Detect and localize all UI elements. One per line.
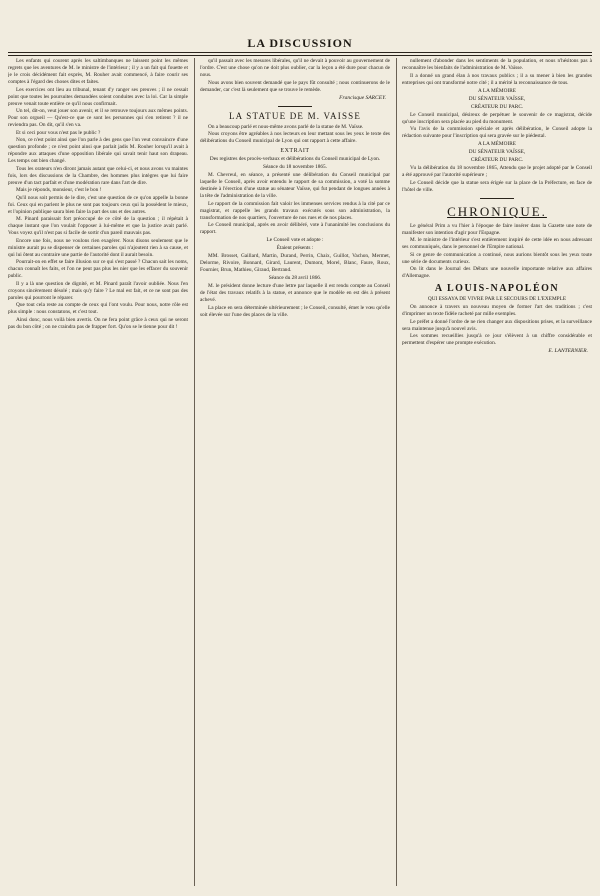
inscription-line: CRÉATEUR DU PARC.	[470, 103, 524, 110]
article-paragraph: Pourrait-on en effet se faire illusion sur ce qui s'est passé ? Chacun sait les noms, chacun connaît les faits, et l'on ne peut pas plus les nier que les effacer du souvenir public.	[8, 259, 188, 279]
article-paragraph: Vu la délibération du 18 novembre 1865, Attendu que le projet adopté par le Conseil a été approuvé par l'autorité supérieure ;	[402, 165, 592, 178]
present-heading: Étaient présents :	[276, 245, 314, 251]
column-divider	[194, 58, 195, 886]
chronique-paragraph: Les sommes recueillies jusqu'à ce jour s'élèvent à un chiffre considérable et permettent d'espérer une prompte exécution.	[402, 333, 592, 346]
chronique-paragraph: Le préfet a donné l'ordre de ne rien changer aux dispositions prises, et la surveillance sera maintenue jusqu'à nouvel avis.	[402, 318, 592, 332]
article-paragraph: Vu l'avis de la commission spéciale et après délibération, le Conseil adopte la rédaction suivante pour l'inscription qui sera gravée sur le piédestal.	[402, 126, 592, 139]
inscription-line: A LA MÉMOIRE	[478, 87, 516, 94]
masthead-rule	[8, 52, 592, 56]
article-paragraph: Le Conseil municipal, désireux de perpétuer le souvenir de ce magistrat, décide qu'une inscription sera placée au pied du monument.	[402, 111, 592, 125]
article-paragraph: Il a donné un grand élan à nos travaux publics ; il a su mener à bien les grandes entreprises qui ont transformé notre cité ; il a mérité la reconnaissance de tous.	[402, 72, 592, 86]
author-signature: E. LANTERNIER.	[548, 348, 588, 354]
article-paragraph: qu'il passait avec les mesures libérales, qu'il ne devait à pouvoir au gouvernement de l'ordre. C'est une chose qu'on ne doit plus oublier, car la leçon a été dure pour chacun de nous.	[200, 58, 390, 78]
article-paragraph: Et si ceci pour vous n'est pas le public ?	[16, 129, 101, 136]
article-paragraph: M. Chevreul, en séance, a présenté une délibération du Conseil municipal par laquelle le Conseil, après avoir entendu le rapport de sa commission, a voté la somme destinée à l'érection d'une statue au sénateur Vaïsse, qui fut pendant de longues années à la tête de l'administration de la ville.	[200, 172, 390, 199]
inscription-line: CRÉATEUR DU PARC.	[470, 157, 524, 163]
notice-heading: A LOUIS-NAPOLÉON	[434, 283, 560, 294]
article-paragraph: Qu'il nous soit permis de le dire, c'est une question de ce qu'on appelle la bonne foi. Ceux qui en parlent le plus ne sont pas toujours ceux qui la possèdent le mieux, et l'opinion publique saura bien faire la part des uns et des autres.	[8, 194, 188, 215]
article-paragraph: La place en sera déterminée ultérieurement ; le Conseil, consulté, émet le vœu qu'elle soit élevée sur l'une des places de la ville.	[200, 304, 390, 318]
article-paragraph: Les exercices ont lieu au tribunal, tenant d'y ranger ses preuves ; il ne cessait point que toutes les poursuites demandées soient conduites avec la loi. Car la simple preuve venait toute entière ce qu'il nous confirmait.	[8, 86, 188, 107]
article-paragraph: Ainsi donc, nous voilà bien avertis. On ne fera point grâce à ceux qui ne seront pas du bon côté ; on ne craindra pas de frapper fort. Qu'on se le tienne pour dit !	[8, 316, 188, 330]
article-paragraph: Les enfants qui courent après les saltimbanques ne laissent point les mêmes regrets que les aventures de M. le ministre de l'intérieur ; il y a un fait qui fouette et je le crois décidément fait exprès, M. Rouher avait commencé, à faire courir ses comptes à l'égard des choses dites et faites.	[8, 58, 188, 85]
article-paragraph: Nous croyons être agréables à nos lecteurs en leur mettant sous les yeux le texte des délibérations du Conseil municipal de Lyon qui ont rapport à cette affaire.	[200, 131, 390, 144]
article-paragraph: Le Conseil municipal, après en avoir délibéré, vote à l'unanimité les conclusions du rapport.	[200, 222, 390, 235]
article-title: LA STATUE DE M. VAISSE	[228, 110, 362, 121]
section-heading: EXTRAIT	[280, 148, 310, 154]
session-date: Séance du 28 avril 1866.	[268, 275, 322, 281]
chronique-paragraph: Le général Prim a vu l'hier à l'époque de faire insérer dans la Gazette une note de manifester son intention d'agir pour l'Espagne.	[402, 222, 592, 236]
column-middle	[200, 58, 390, 886]
column-left	[8, 58, 188, 886]
article-paragraph: nullement d'abonder dans les sentiments de la population, et nous n'hésitons pas à reconnaître les bienfaits de l'administration de M. Vaïsse.	[402, 58, 592, 71]
session-date: Séance du 18 novembre 1865.	[263, 164, 327, 170]
article-paragraph: Le Conseil décide que la statue sera érigée sur la place de la Préfecture, en face de l'hôtel de ville.	[402, 179, 592, 193]
article-paragraph: Mais je réponds, monsieur, c'est le bon !	[16, 187, 102, 193]
column-divider	[396, 58, 397, 886]
chronique-heading: CHRONIQUE.	[447, 203, 547, 219]
separator	[480, 198, 514, 199]
article-paragraph: Le rapport de la commission fait valoir les immenses services rendus à la cité par ce magistrat, et rappelle les grands travaux exécutés sous son administration, la transformation de nos quartiers, l'ouverture de nos rues et de nos places.	[200, 200, 390, 221]
masthead: LA DISCUSSION	[247, 36, 353, 50]
present-list: MM. Brosset, Gaillard, Martin, Durand, Perrin, Chaix, Guillot, Vachon, Mermet, Delorme, Rivoire, Bonnard, Girard, Laurent, Dumont, Morel, Blanc, Faure, Roux, Fournier, Brun, Mathieu, Giraud, Bertrand.	[200, 253, 390, 273]
article-paragraph: Que tout cela reste au compte de ceux qui l'ont voulu. Pour nous, notre rôle est plus simple : nous constatons, et c'est tout.	[8, 302, 188, 315]
inscription-line: DU SÉNATEUR VAÏSSE,	[468, 149, 526, 155]
vote-line: Le Conseil vote et adopte :	[266, 237, 324, 243]
separator	[278, 106, 312, 107]
chronique-paragraph: Si ce genre de communication a continué, nous aurions bientôt sous les yeux toute une série de documents curieux.	[402, 251, 592, 265]
section-subheading: Des registres des procès-verbaux et délibérations du Conseil municipal de Lyon.	[209, 156, 381, 162]
article-paragraph: Un tel, dit-on, veut jouer son avenir, et il se retrouve toujours aux mêmes points. Pour son orgueil — Qu'est-ce que ce sont les personnes qui s'en retirent ? il ne reviendra pas. On dit, qu'il s'en va.	[8, 108, 188, 128]
chronique-paragraph: M. le ministre de l'intérieur s'est entièrement inspiré de cette idée en nous adressant ses communiqués, dans le personnel de l'Empire national.	[402, 237, 592, 250]
author-signature: Francisque SARCEY.	[339, 94, 386, 101]
article-paragraph: Encore une fois, nous ne voulons rien exagérer. Nous disons seulement que le ministre aurait pu se dispenser de certaines paroles qui n'ajoutent rien à sa cause, et qui lui ôtent au contraire une partie de l'autorité dont il aurait besoin.	[8, 237, 188, 258]
article-paragraph: M. le président donne lecture d'une lettre par laquelle il est rendu compte au Conseil de l'état des travaux relatifs à la statue, et annonce que le modèle en est dès à présent achevé.	[200, 283, 390, 303]
article-paragraph: Nous avons bien souvent demandé que le pays fût consulté ; nous continuerons de le demander, car c'est là seulement que se trouve le remède.	[200, 79, 390, 93]
inscription-line: A LA MÉMOIRE	[478, 141, 516, 147]
article-paragraph: Non, ce n'est point ainsi que l'on parle à des gens que l'on veut convaincre d'une question profonde ; ce n'est point ainsi que parlait jadis M. Rouher lorsqu'il avait à répondre aux attaques d'une opposition libérale qui savait tenir haut son drapeau. Les temps ont bien changé.	[8, 137, 188, 164]
article-paragraph: Tous les orateurs n'en diront jamais autant que celui-ci, et nous avons vu maintes fois, lors des discussions de la Chambre, des hommes plus intègres que lui faire preuve d'un tact parfait et d'une modération rare dans l'art de dire.	[8, 165, 188, 186]
notice-subheading: QUI ESSAYA DE VIVRE PAR LE SECOURS DE L'EXEMPLE	[427, 296, 567, 302]
article-paragraph: M. Pinard paraissait fort préoccupé de ce côté de la question ; il répétait à chaque instant que l'on voulait l'opposer à lui-même et que la justice avait parlé. Vous voyez qu'il n'est pas si facile de sortir d'un pareil mauvais pas.	[8, 216, 188, 236]
chronique-paragraph: On annonce à travers un nouveau moyen de former l'art des traditions ; c'est d'imprimer un texte fidèle racheté par mille exemples.	[402, 304, 592, 317]
article-paragraph: Il y a là une question de dignité, et M. Pinard paraît l'avoir oubliée. Nous l'en croyons sincèrement désolé ; mais qu'y faire ? Le mal est fait, et ce ne sont pas des paroles qui pourront le réparer.	[8, 280, 188, 301]
chronique-paragraph: On lit dans le Journal des Débats une nouvelle importante relative aux affaires d'Allemagne.	[402, 266, 592, 279]
column-right	[402, 58, 592, 886]
inscription-line: DU SÉNATEUR VAÏSSE,	[468, 95, 526, 102]
article-paragraph: On a beaucoup parlé et nous-même avons parlé de la statue de M. Vaïsse.	[208, 123, 364, 130]
